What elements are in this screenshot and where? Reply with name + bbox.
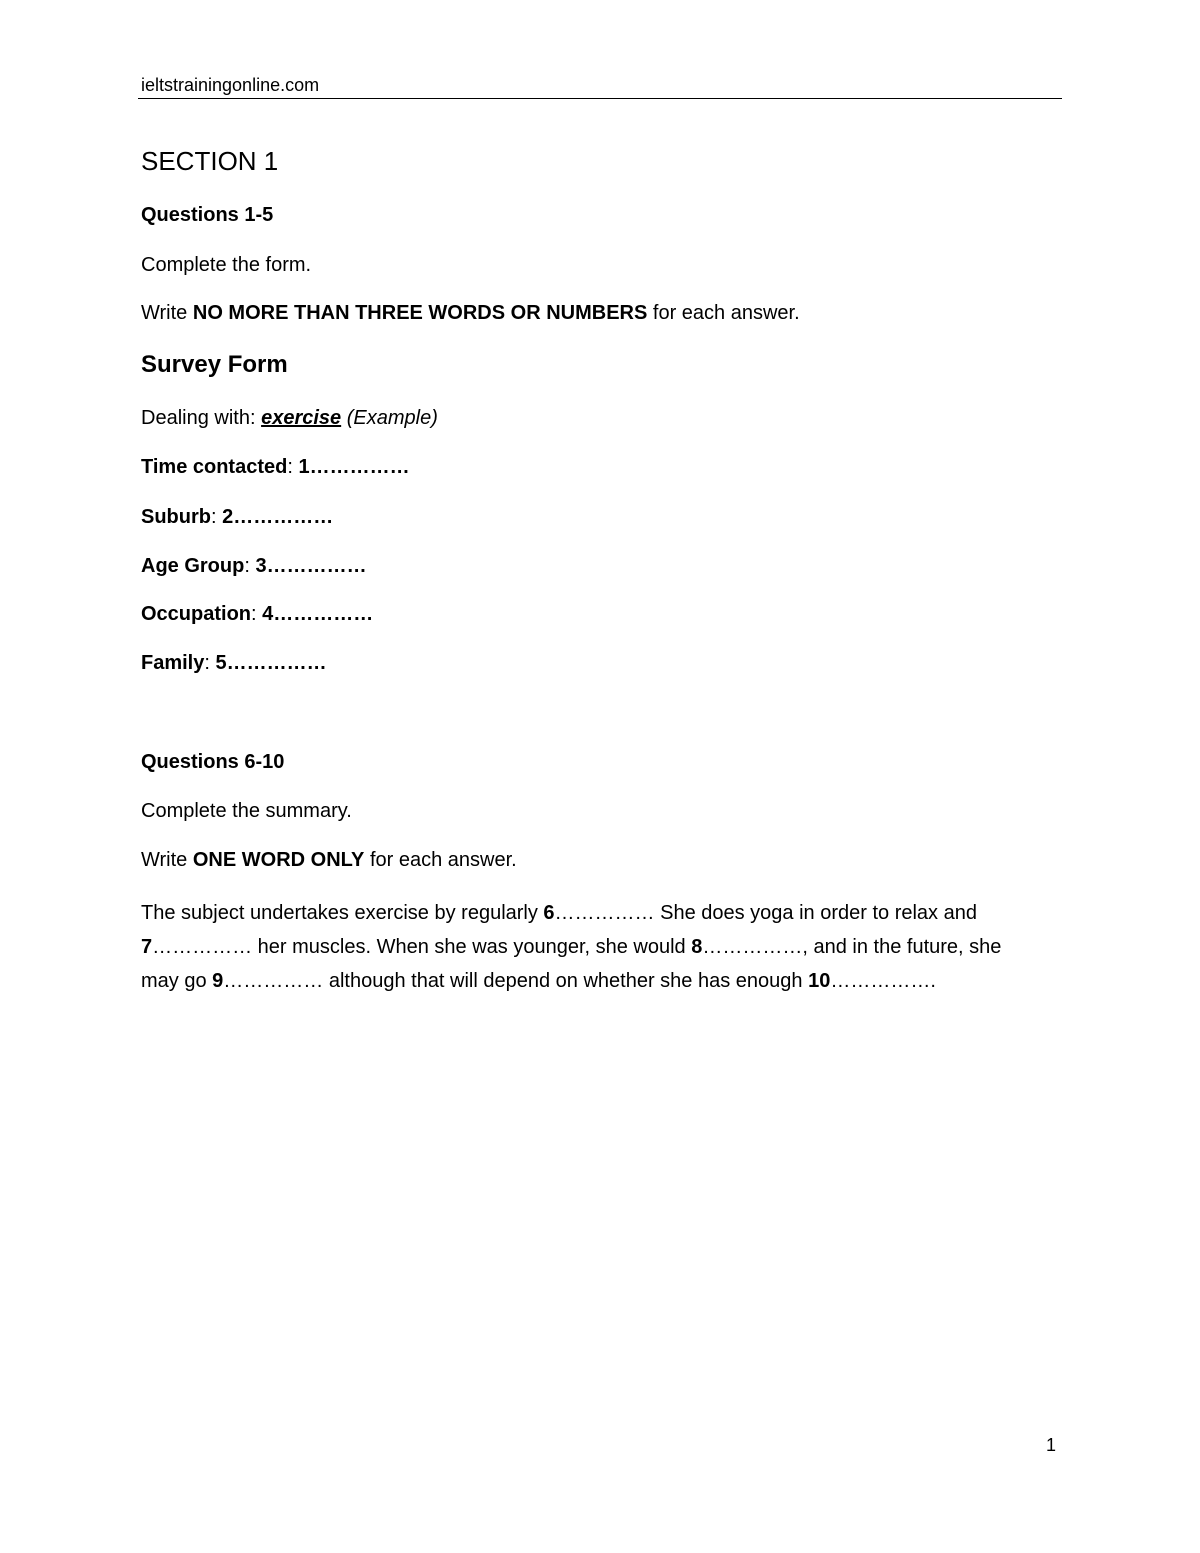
questions-1-5-heading: Questions 1-5 — [141, 204, 274, 226]
form-field-colon: : — [204, 652, 210, 674]
questions-6-10-heading: Questions 6-10 — [141, 751, 285, 773]
form-field-age-group — [141, 554, 367, 578]
form-field-label: Time contacted — [141, 456, 288, 478]
summary-text: The subject undertakes exercise by regularly — [141, 902, 544, 924]
word-limit-emphasis: NO MORE THAN THREE WORDS OR NUMBERS — [192, 302, 648, 324]
answer-number-6: 6 — [543, 902, 555, 924]
header-divider — [138, 98, 1062, 99]
header-site-name: ieltstrainingonline.com — [141, 75, 320, 95]
survey-form-title: Survey Form — [141, 351, 288, 378]
form-field-label: Family — [141, 652, 205, 674]
answer-blank-5: 5…………… — [215, 652, 327, 674]
form-field-family — [141, 651, 327, 675]
summary-text: ……………, and in the future, she may go — [141, 936, 1002, 992]
form-field-colon: : — [244, 555, 250, 577]
answer-blank-1: 1…………… — [298, 456, 410, 478]
summary-text: …………… She does yoga in order to relax and — [554, 902, 977, 924]
form-field-label: Occupation — [141, 603, 252, 625]
answer-blank-3: 3…………… — [255, 555, 367, 577]
questions-1-5-instruction: Complete the form. — [141, 254, 312, 276]
form-field-label: Age Group — [141, 555, 245, 577]
page-number: 1 — [1046, 1435, 1057, 1455]
form-field-suburb — [141, 505, 333, 529]
questions-6-10-instruction: Complete the summary. — [141, 800, 352, 822]
example-label: Dealing with: — [141, 407, 256, 429]
answer-blank-2: 2…………… — [222, 506, 334, 528]
form-field-occupation — [141, 602, 373, 626]
answer-number-9: 9 — [212, 970, 224, 992]
summary-text: …………… although that will depend on whether she has enough — [223, 970, 809, 992]
answer-blank-4: 4…………… — [262, 603, 374, 625]
form-field-time-contacted — [141, 455, 410, 479]
answer-number-7: 7 — [141, 936, 153, 958]
example-answer: exercise — [261, 407, 342, 429]
summary-paragraph — [141, 896, 1041, 998]
word-limit-suffix: for each answer. — [369, 849, 517, 871]
answer-number-8: 8 — [691, 936, 703, 958]
answer-number-10: 10 — [808, 970, 831, 992]
example-note: (Example) — [346, 407, 438, 429]
section-title: SECTION 1 — [141, 146, 279, 176]
form-field-colon: : — [251, 603, 257, 625]
form-field-colon: : — [287, 456, 293, 478]
form-example-row — [141, 406, 438, 430]
form-field-colon: : — [211, 506, 217, 528]
questions-1-5-word-limit — [141, 301, 800, 325]
word-limit-emphasis: ONE WORD ONLY — [192, 849, 365, 871]
word-limit-prefix: Write — [141, 302, 188, 324]
summary-text: …………… her muscles. When she was younger, she would — [152, 936, 692, 958]
questions-6-10-word-limit — [141, 848, 517, 872]
form-field-label: Suburb — [141, 506, 211, 528]
word-limit-prefix: Write — [141, 849, 188, 871]
summary-text: ……………. — [830, 970, 936, 992]
word-limit-suffix: for each answer. — [652, 302, 800, 324]
